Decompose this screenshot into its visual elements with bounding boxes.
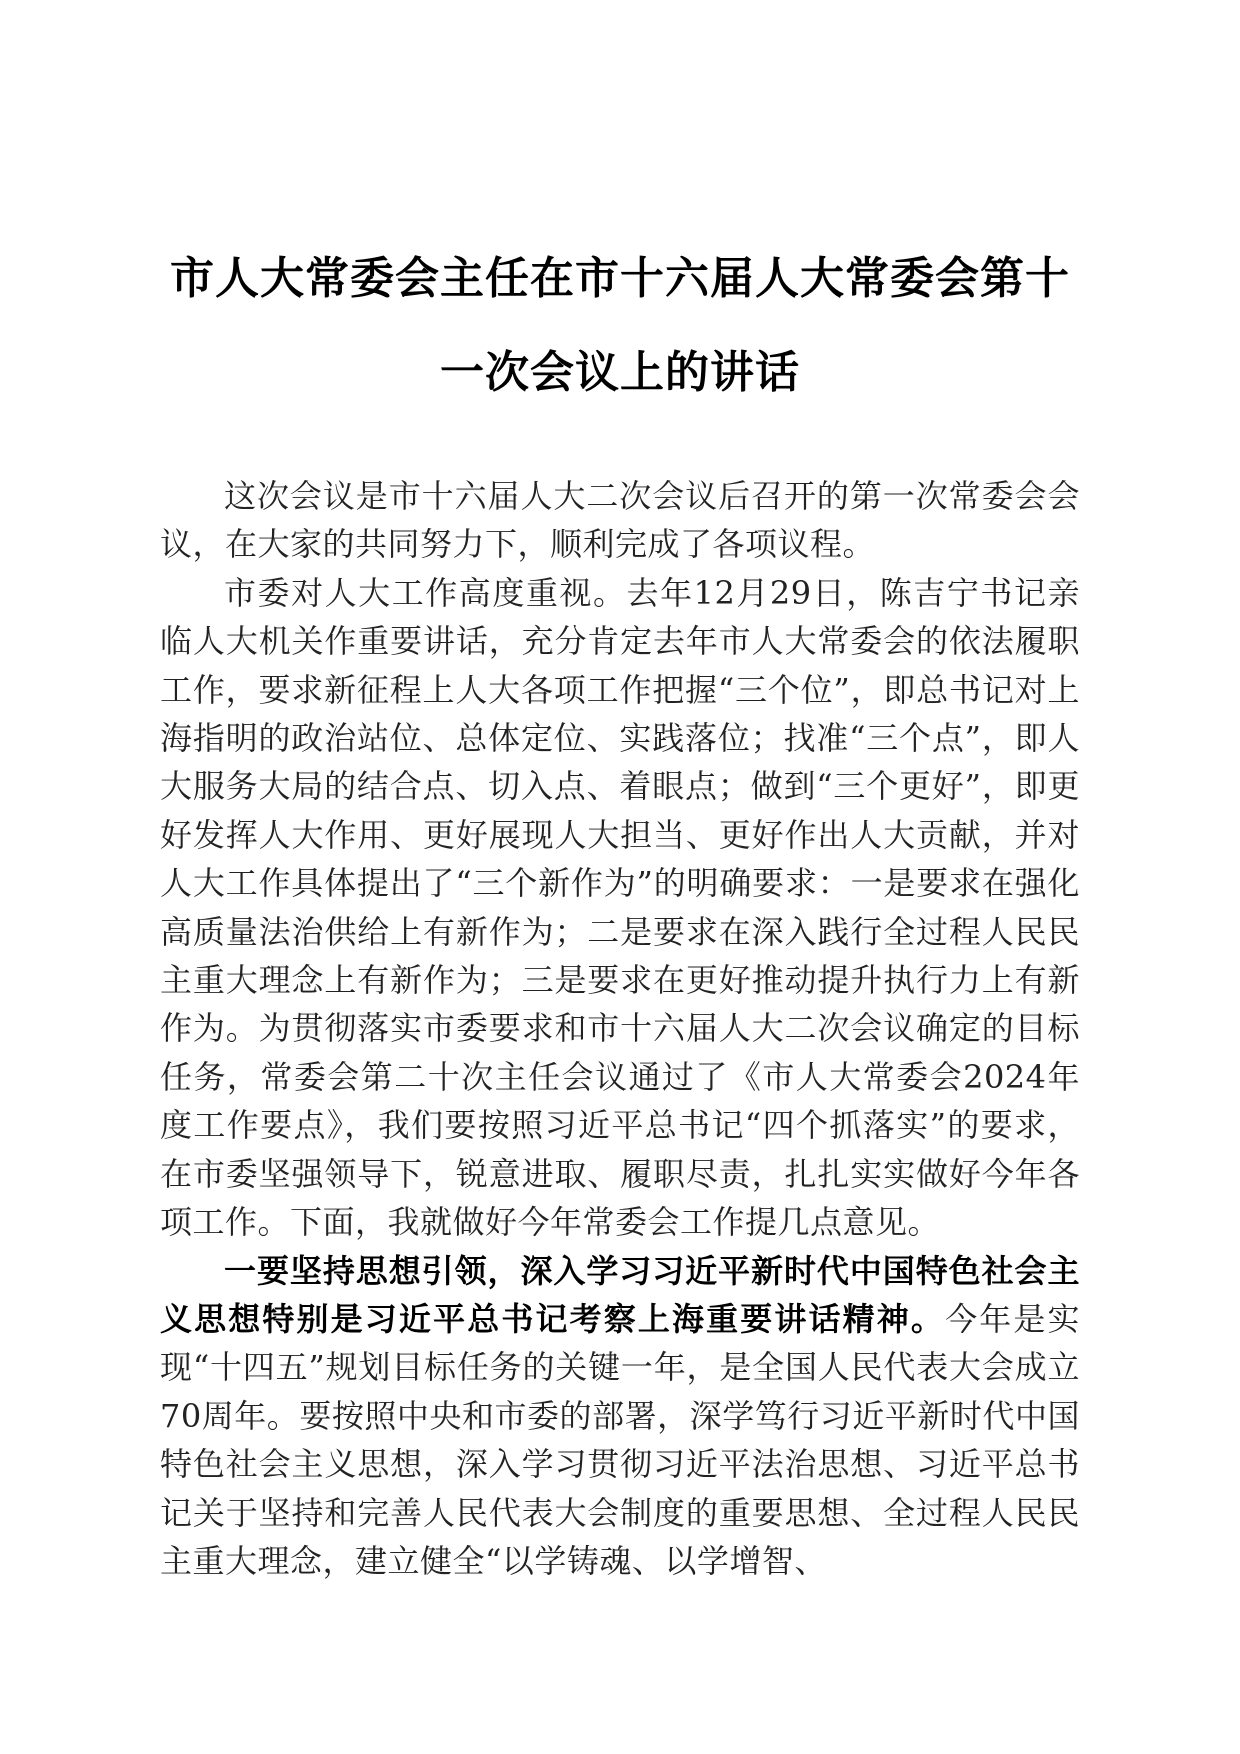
paragraph-lead: 一要坚持思想引领，深入学习习近平新时代中国特色社会主义思想特别是习近平总书记考察上海重要讲话精神。: [160, 1251, 1080, 1338]
paragraph-1: [160, 472, 1080, 569]
paragraph-text: 这次会议是市十六届人大二次会议后召开的第一次常委会会议，在大家的共同努力下，顺利完成了各项议程。: [160, 477, 1080, 564]
paragraph-text: 今年是实现“十四五”规划目标任务的关键一年，是全国人民代表大会成立70周年。要按照中央和市委的部署，深学笃行习近平新时代中国特色社会主义思想，深入学习贯彻习近平法治思想、习近平总书记关于坚持和完善人民代表大会制度的重要思想、全过程人民民主重大理念，建立健全“以学铸魂、以学增智、: [160, 1299, 1080, 1580]
document-body: [160, 472, 1080, 1585]
paragraph-2: [160, 569, 1080, 1247]
paragraph-3: [160, 1247, 1080, 1586]
document-title: [150, 232, 1090, 420]
title-line-2: 一次会议上的讲话: [440, 347, 800, 398]
title-line-1: 市人大常委会主任在市十六届人大常委会第十: [170, 253, 1070, 304]
paragraph-text: 市委对人大工作高度重视。去年12月29日，陈吉宁书记亲临人大机关作重要讲话，充分肯定去年市人大常委会的依法履职工作，要求新征程上人大各项工作把握“三个位”，即总书记对上海指明的政治站位、总体定位、实践落位；找准“三个点”，即人大服务大局的结合点、切入点、着眼点；做到“三个更好”，即更好发挥人大作用、更好展现人大担当、更好作出人大贡献，并对人大工作具体提出了“三个新作为”的明确要求：一是要求在强化高质量法治供给上有新作为；二是要求在深入践行全过程人民民主重大理念上有新作为；三是要求在更好推动提升执行力上有新作为。为贯彻落实市委要求和市十六届人大二次会议确定的目标任务，常委会第二十次主任会议通过了《市人大常委会2024年度工作要点》，我们要按照习近平总书记“四个抓落实”的要求，在市委坚强领导下，锐意进取、履职尽责，扎扎实实做好今年各项工作。下面，我就做好今年常委会工作提几点意见。: [160, 573, 1080, 1242]
